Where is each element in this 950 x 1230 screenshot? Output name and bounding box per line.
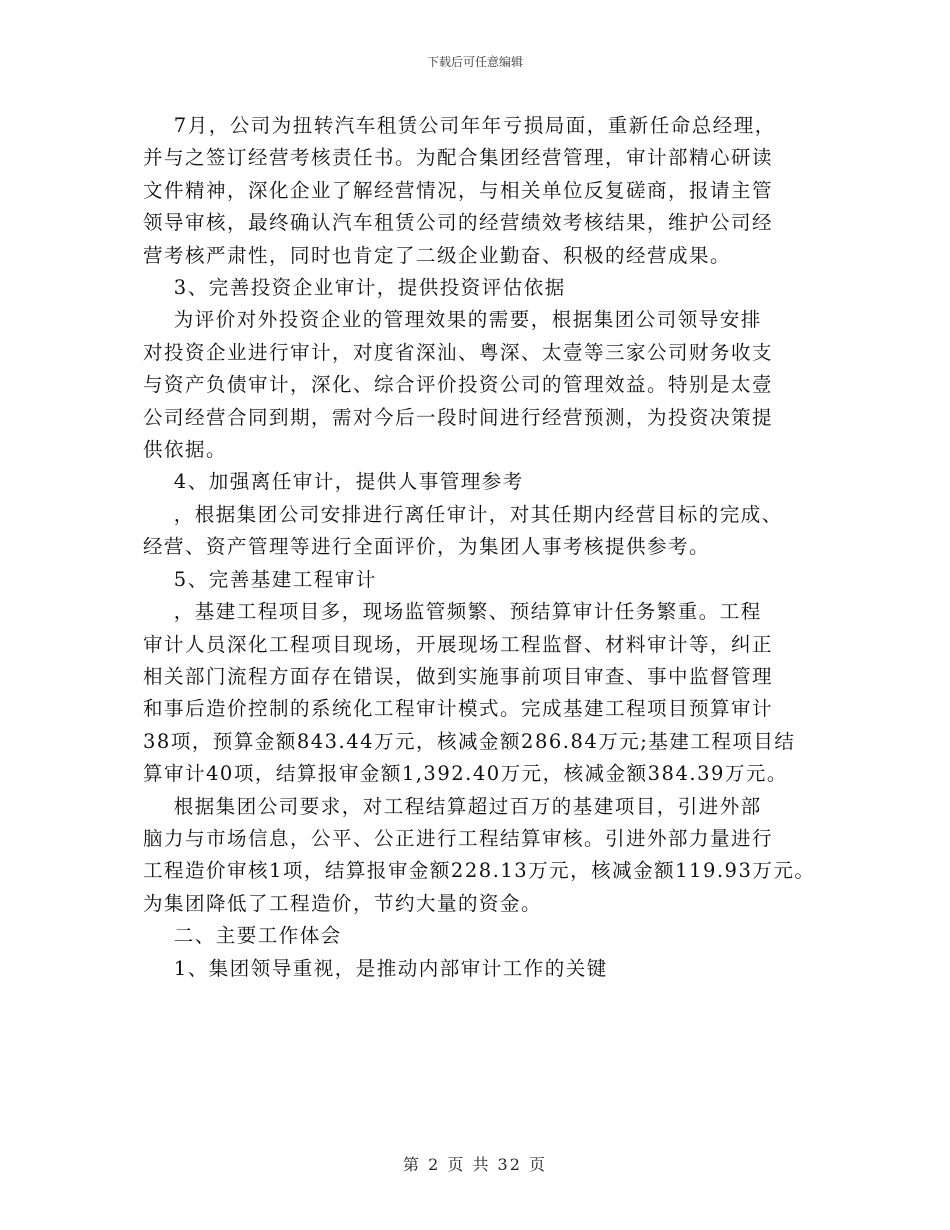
text-line: 领导审核，最终确认汽车租赁公司的经营绩效考核结果，维护公司经 [143, 211, 774, 235]
text-line: 营考核严肃性，同时也肯定了二级企业勤奋、积极的经营成果。 [143, 243, 732, 267]
text-line: 公司经营合同到期，需对今后一段时间进行经营预测，为投资决策提 [143, 405, 774, 429]
text-line: 根据集团公司要求，对工程结算超过百万的基建项目，引进外部 [143, 794, 762, 818]
section-heading: 5、完善基建工程审计 [143, 567, 377, 591]
section-heading: 4、加强离任审计，提供人事管理参考 [143, 470, 524, 494]
text-line: 38项，预算金额843.44万元，核减金额286.84万元;基建工程项目结 [143, 729, 796, 753]
text-line: 文件精神，深化企业了解经营情况，与相关单位反复磋商，报请主管 [143, 178, 774, 202]
text-line: 脑力与市场信息，公平、公正进行工程结算审核。引进外部力量进行 [143, 826, 774, 850]
page-header: 下载后可任意编辑 [426, 55, 523, 69]
text-line: 7月，公司为扭转汽车租赁公司年年亏损局面，重新任命总经理， [143, 114, 776, 137]
text-line: 供依据。 [143, 438, 228, 462]
text-line: 为评价对外投资企业的管理效果的需要，根据集团公司领导安排 [143, 308, 762, 332]
text-line: 算审计40项，结算报审金额1,392.40万元，核减金额384.39万元。 [143, 762, 788, 786]
document-body [143, 110, 823, 985]
text-line: ，根据集团公司安排进行离任审计，对其任期内经营目标的完成、 [143, 502, 783, 526]
text-line: 对投资企业进行审计，对度省深汕、粤深、太壹等三家公司财务收支 [143, 340, 774, 364]
section-heading: 1、集团领导重视，是推动内部审计工作的关键 [143, 956, 608, 980]
text-line: 相关部门流程方面存在错误，做到实施事前项目审查、事中监督管理 [143, 664, 774, 688]
text-line: 和事后造价控制的系统化工程审计模式。完成基建工程项目预算审计 [143, 697, 774, 721]
text-line: 与资产负债审计，深化、综合评价投资公司的管理效益。特别是太壹 [143, 373, 774, 397]
section-heading: 二、主要工作体会 [143, 924, 342, 948]
text-line: 经营、资产管理等进行全面评价，为集团人事考核提供参考。 [143, 535, 711, 559]
page-footer: 第 2 页 共 32 页 [403, 1155, 547, 1174]
text-line: 审计人员深化工程项目现场，开展现场工程监督、材料审计等，纠正 [143, 632, 774, 656]
section-heading: 3、完善投资企业审计，提供投资评估依据 [143, 276, 566, 300]
text-line: 并与之签订经营考核责任书。为配合集团经营管理，审计部精心研读 [143, 146, 774, 170]
text-line: ，基建工程项目多，现场监管频繁、预结算审计任务繁重。工程 [143, 600, 762, 624]
text-line: 工程造价审核1项，结算报审金额228.13万元，核减金额119.93万元。 [143, 859, 816, 883]
text-line: 为集团降低了工程造价，节约大量的资金。 [143, 891, 543, 915]
